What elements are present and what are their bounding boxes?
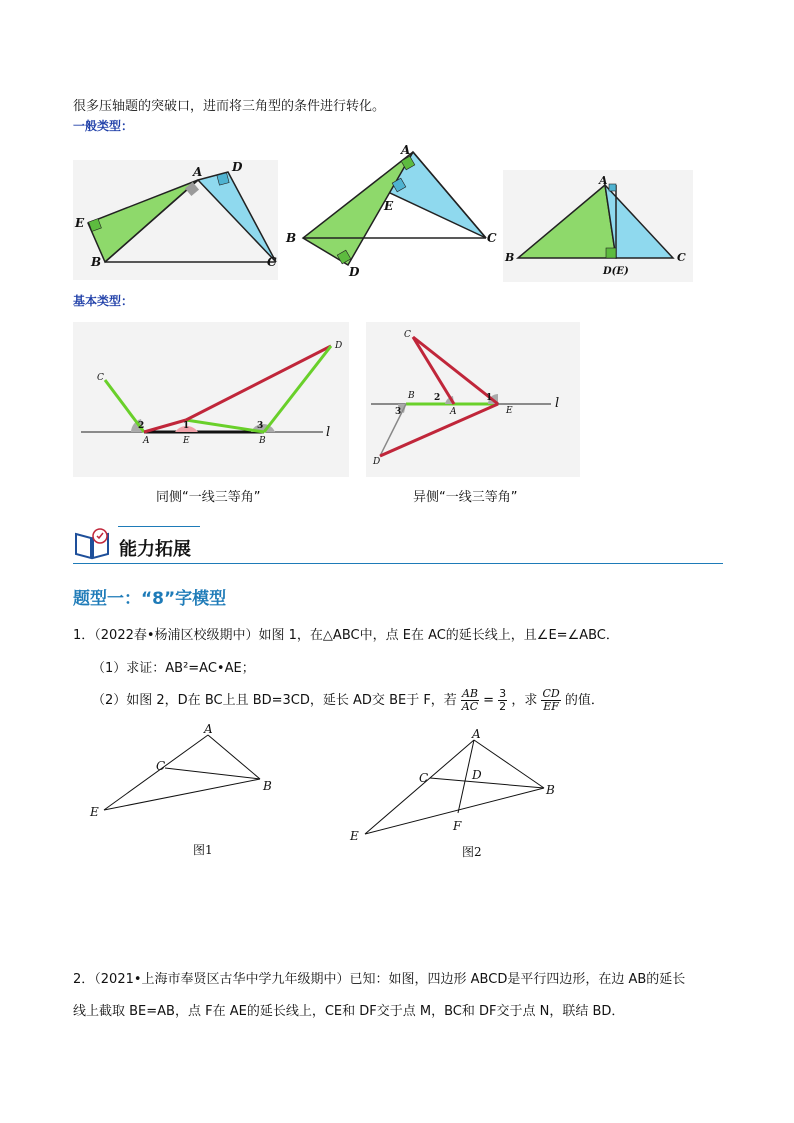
- fig-general3-label-de: D(E): [603, 266, 629, 277]
- fig-general1-label-e: E: [75, 216, 85, 230]
- q1-fig1-label-c: C: [156, 759, 166, 773]
- book-icon: [73, 528, 113, 562]
- q1-part2: [92, 688, 604, 713]
- fig-diff-label-d: D: [373, 457, 381, 467]
- fig-diff-label-e: E: [506, 406, 513, 416]
- fig-diff-label-a: A: [450, 407, 457, 417]
- q1-frac2-den: 2: [499, 700, 507, 713]
- q1-part1: （1）求证：AB²=AC•AE；: [92, 661, 255, 676]
- q1-frac-3-2: [498, 688, 507, 713]
- type-title: 题型一：“8”字模型: [73, 589, 227, 609]
- fig-general2-label-b: B: [286, 231, 297, 245]
- q1-frac3-den: EF: [543, 700, 559, 713]
- fig-diff-angle-1: 1: [486, 393, 493, 403]
- q1-fig2-label-d: D: [472, 768, 482, 782]
- fig-general1-label-c: C: [267, 255, 277, 269]
- q1-fig1-caption: 图1: [193, 843, 213, 857]
- general-types-figure: [73, 140, 693, 282]
- q1-frac3-num: CD: [542, 687, 560, 700]
- q1-fig2-label-f: F: [453, 819, 462, 833]
- fig-general1-label-b: B: [91, 255, 102, 269]
- q1-equals: =: [483, 693, 495, 708]
- q1-frac2-num: 3: [499, 687, 507, 700]
- fig-general1-label-d: D: [232, 160, 243, 174]
- q1-fig2-label-c: C: [419, 771, 429, 785]
- general-types-label: 一般类型：: [73, 119, 134, 133]
- fig-general2-label-d: D: [349, 265, 360, 279]
- q1-fig2-label-a: A: [472, 727, 481, 741]
- fig-same-angle-1: 1: [183, 421, 190, 431]
- basic-types-figure: [73, 322, 580, 477]
- fig-same-label-c: C: [97, 373, 104, 383]
- q1-part2-b: ，求: [511, 693, 538, 708]
- q1-fig2-label-e: E: [350, 829, 359, 843]
- section-divider: [73, 563, 723, 564]
- q1-part2-a: （2）如图 2，D在 BC上且 BD=3CD，延长 AD交 BE于 F，若: [92, 693, 457, 708]
- q1-figure-2: [349, 727, 555, 843]
- fig-diff-label-b: B: [408, 391, 415, 401]
- fig-same-label-b: B: [259, 436, 266, 446]
- section-title: 能力拓展: [119, 539, 191, 560]
- fig-general3-label-a: A: [599, 174, 608, 187]
- q1-frac-cd-ef: [541, 688, 560, 713]
- q2-line2: 线上截取 BE=AB，点 F在 AE的延长线上，CE和 DF交于点 M，BC和 DF交于点 N，联结 BD．: [73, 1004, 625, 1019]
- caption-same-side: 同侧“一线三等角”: [156, 490, 261, 505]
- q2-line1: 2．（2021•上海市奉贤区古华中学九年级期中）已知：如图，四边形 ABCD是平行四边形，在边 AB的延长: [73, 972, 686, 987]
- q1-fig1-label-b: B: [263, 779, 272, 793]
- fig-same-angle-2: 2: [138, 421, 145, 431]
- q1-fig2-caption: 图2: [462, 845, 482, 859]
- fig-general2-label-c: C: [487, 231, 497, 245]
- q1-intro: 1．（2022春•杨浦区校级期中）如图 1，在△ABC中，点 E在 AC的延长线上，且∠E=∠ABC．: [73, 628, 619, 643]
- fig-same-angle-3: 3: [257, 421, 264, 431]
- fig-same-label-a: A: [143, 436, 150, 446]
- fig-same-label-l: l: [326, 425, 331, 440]
- q1-frac1-num: AB: [461, 687, 478, 700]
- fig-general2-label-e: E: [384, 199, 394, 213]
- q1-part2-c: 的值．: [564, 693, 604, 708]
- basic-types-label: 基本类型：: [73, 294, 134, 308]
- fig-diff-angle-2: 2: [434, 393, 441, 403]
- q1-fig1-label-e: E: [90, 805, 99, 819]
- fig-same-label-e: E: [183, 436, 190, 446]
- q1-figure-1: [89, 722, 272, 819]
- q1-frac1-den: AC: [461, 700, 479, 713]
- q1-figures: [80, 722, 580, 867]
- fig-general2-label-a: A: [401, 143, 411, 157]
- fig-general1-label-a: A: [193, 165, 203, 179]
- intro-text: 很多压轴题的突破口，进而将三角型的条件进行转化。: [73, 99, 386, 114]
- fig-same-label-d: D: [335, 341, 343, 351]
- q1-frac-ab-ac: [461, 688, 479, 713]
- caption-diff-side: 异侧“一线三等角”: [413, 490, 518, 505]
- fig-diff-label-l: l: [555, 396, 560, 411]
- fig-general3-label-b: B: [505, 251, 515, 264]
- q1-fig2-label-b: B: [546, 783, 555, 797]
- fig-general3-label-c: C: [677, 251, 686, 264]
- fig-diff-label-c: C: [404, 330, 411, 340]
- section-title-overline: [118, 526, 200, 527]
- q1-fig1-label-a: A: [204, 722, 213, 736]
- fig-diff-angle-3: 3: [395, 407, 402, 417]
